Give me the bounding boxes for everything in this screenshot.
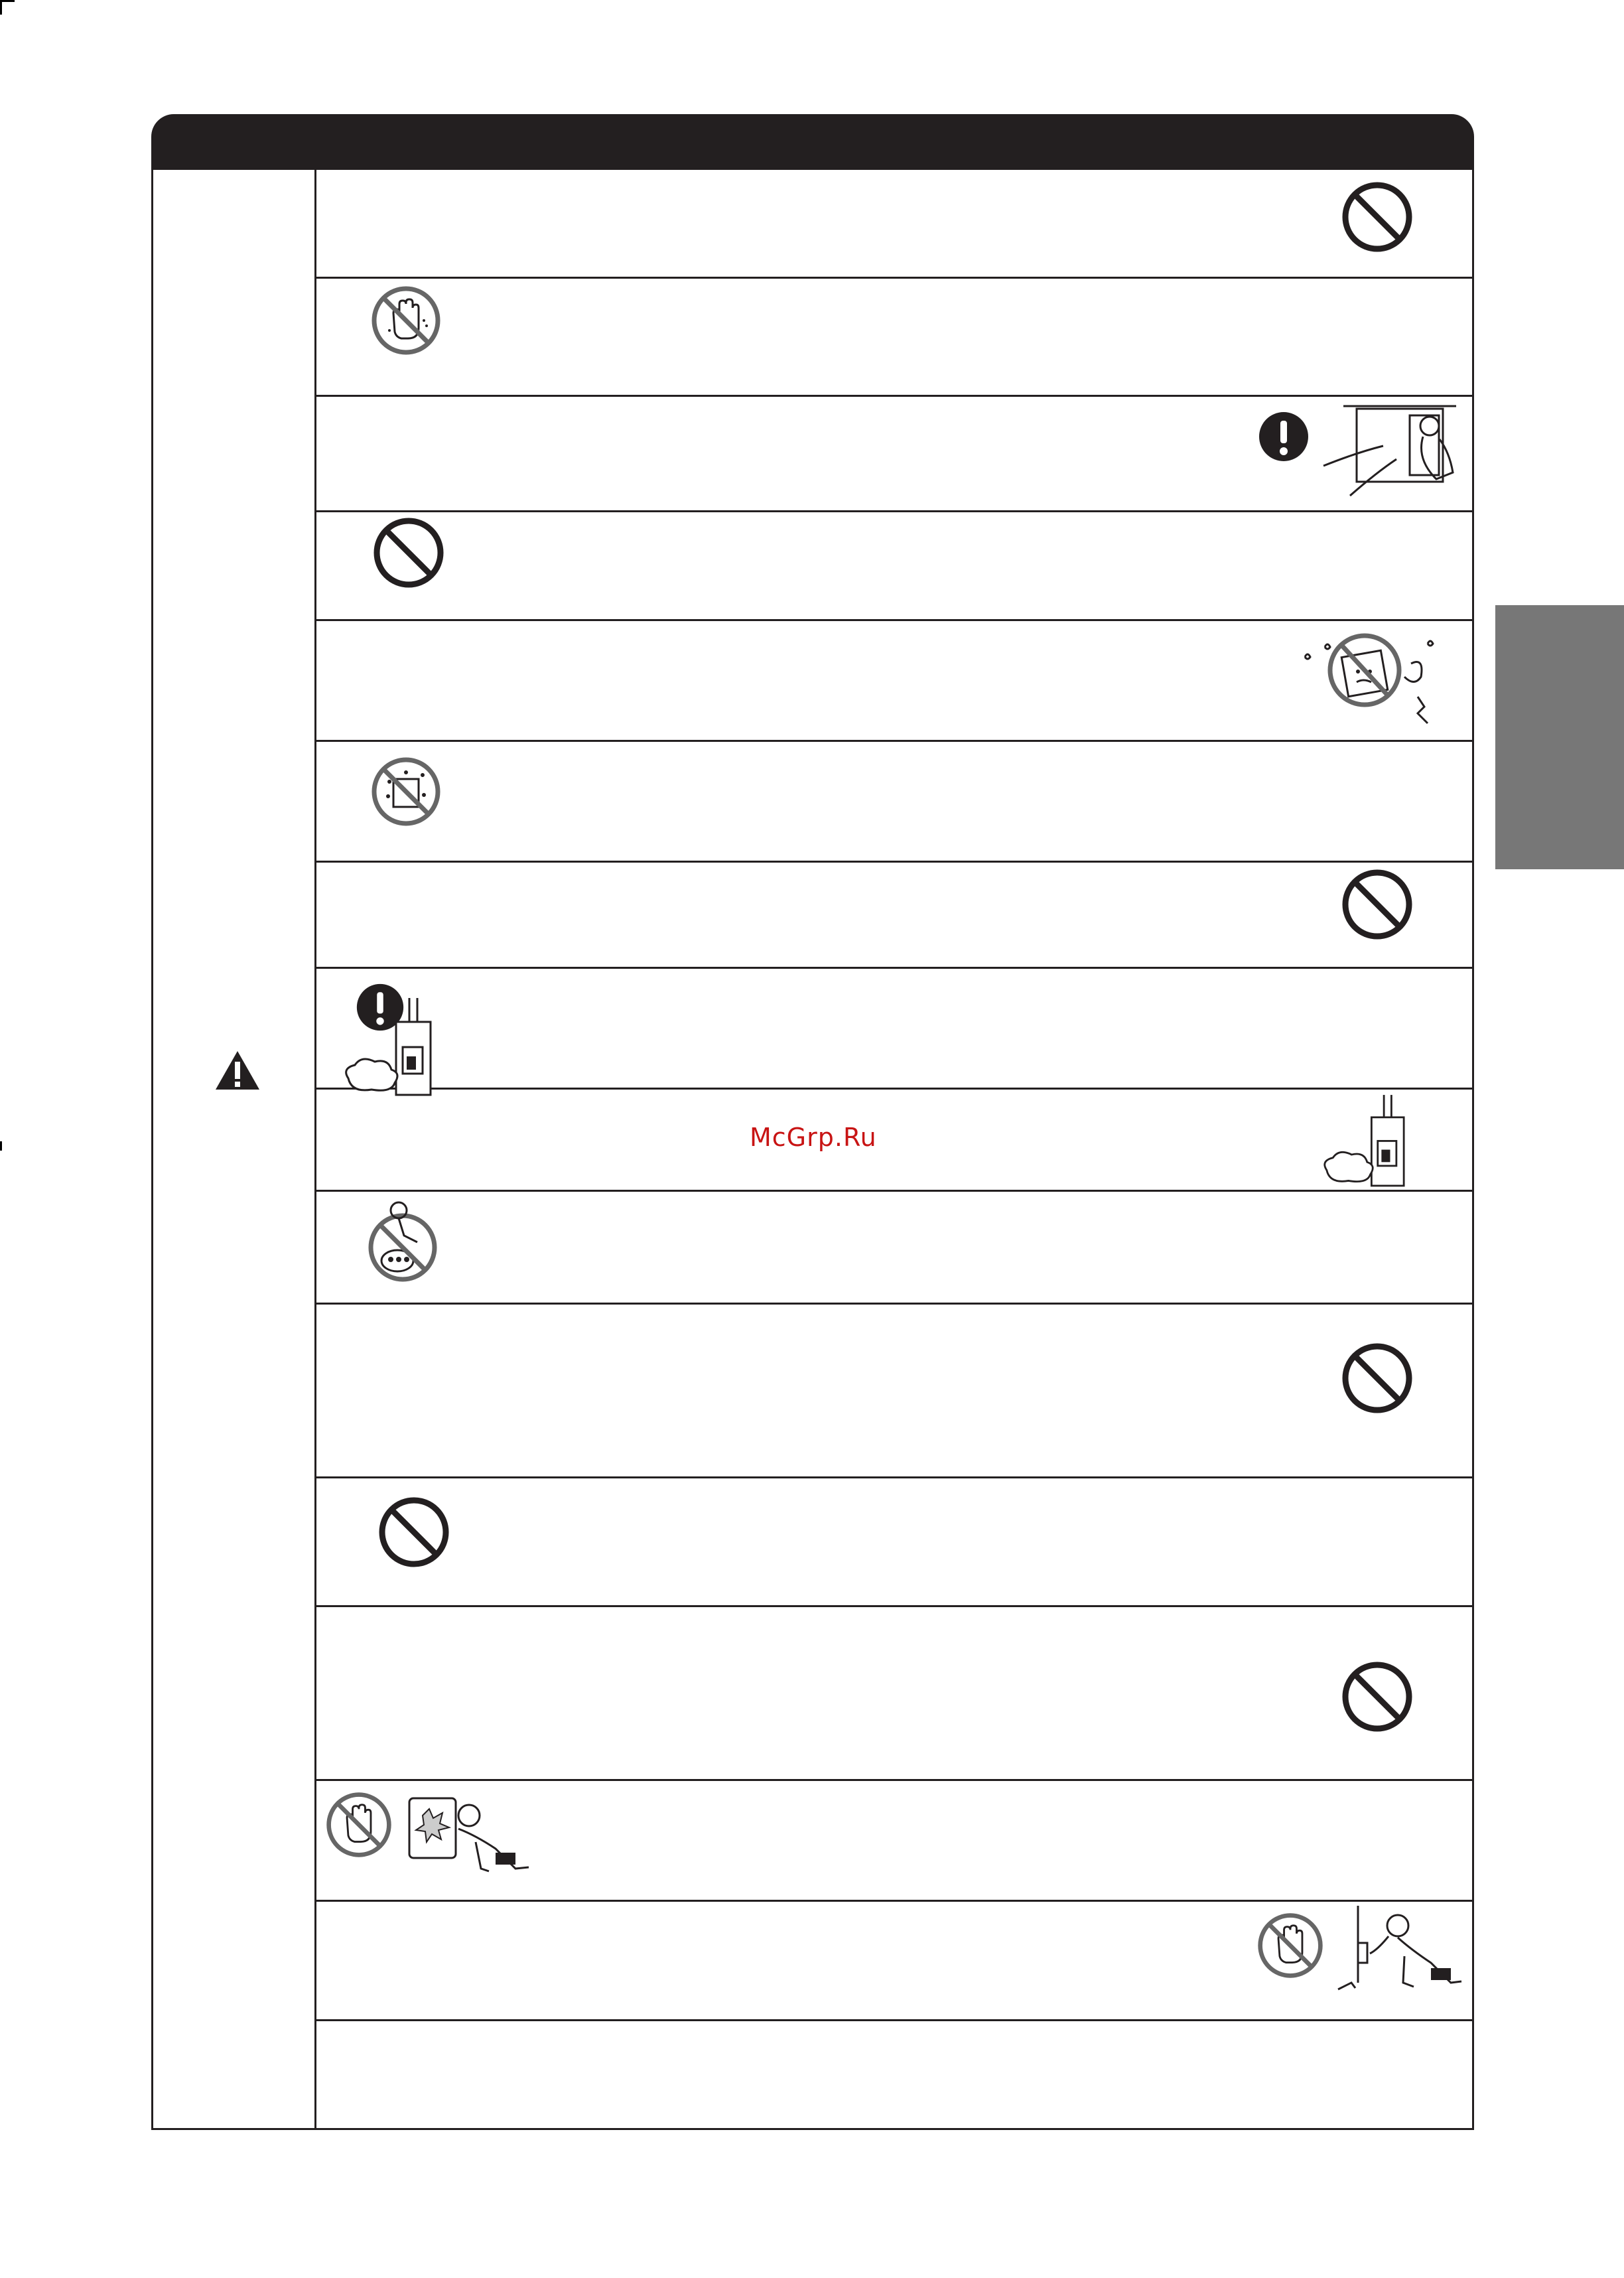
crop-mark <box>0 0 15 2</box>
prohibition-icon <box>1341 868 1414 941</box>
warning-label-column <box>153 170 316 2128</box>
safety-row-3 <box>316 397 1472 512</box>
no-water-splash-icon <box>370 755 442 828</box>
watermark-text: McGrp.Ru <box>750 1123 877 1152</box>
do-not-touch-icon <box>324 1790 393 1859</box>
prohibition-icon <box>372 516 445 589</box>
no-shock-person-icon <box>1285 624 1444 730</box>
crop-mark <box>0 1141 2 1151</box>
prohibition-icon <box>1341 180 1414 253</box>
safety-row-5 <box>316 621 1472 742</box>
safety-row-9 <box>316 1090 1472 1192</box>
safety-row-14 <box>316 1781 1472 1902</box>
crop-mark <box>0 0 2 15</box>
child-near-outlet-icon <box>1331 1903 1464 2003</box>
safety-row-1 <box>316 170 1472 279</box>
warning-triangle-icon <box>214 1050 261 1091</box>
prohibition-icon <box>377 1496 450 1569</box>
safety-row-15 <box>316 1902 1472 2021</box>
safety-row-10 <box>316 1192 1472 1305</box>
no-child-play-icon <box>364 1196 444 1289</box>
section-side-tab <box>1495 605 1624 869</box>
circuit-breaker-icon <box>1316 1092 1415 1198</box>
mandatory-instruction-icon <box>1257 410 1310 463</box>
safety-row-11 <box>316 1305 1472 1478</box>
safety-row-6 <box>316 742 1472 863</box>
do-not-touch-icon <box>1256 1911 1325 1980</box>
safety-row-7 <box>316 863 1472 969</box>
safety-row-8 <box>316 969 1472 1090</box>
safety-row-12 <box>316 1478 1472 1607</box>
safety-row-16 <box>316 2021 1472 2128</box>
safety-row-4 <box>316 512 1472 621</box>
section-header-bar <box>151 114 1474 170</box>
prohibition-icon <box>1341 1342 1414 1415</box>
safety-row-2 <box>316 279 1472 397</box>
ventilate-room-icon <box>1317 399 1463 499</box>
prohibition-icon <box>1341 1660 1414 1733</box>
safety-row-13 <box>316 1607 1472 1781</box>
crawling-child-icon <box>403 1789 535 1882</box>
no-wet-hands-icon <box>370 284 442 357</box>
